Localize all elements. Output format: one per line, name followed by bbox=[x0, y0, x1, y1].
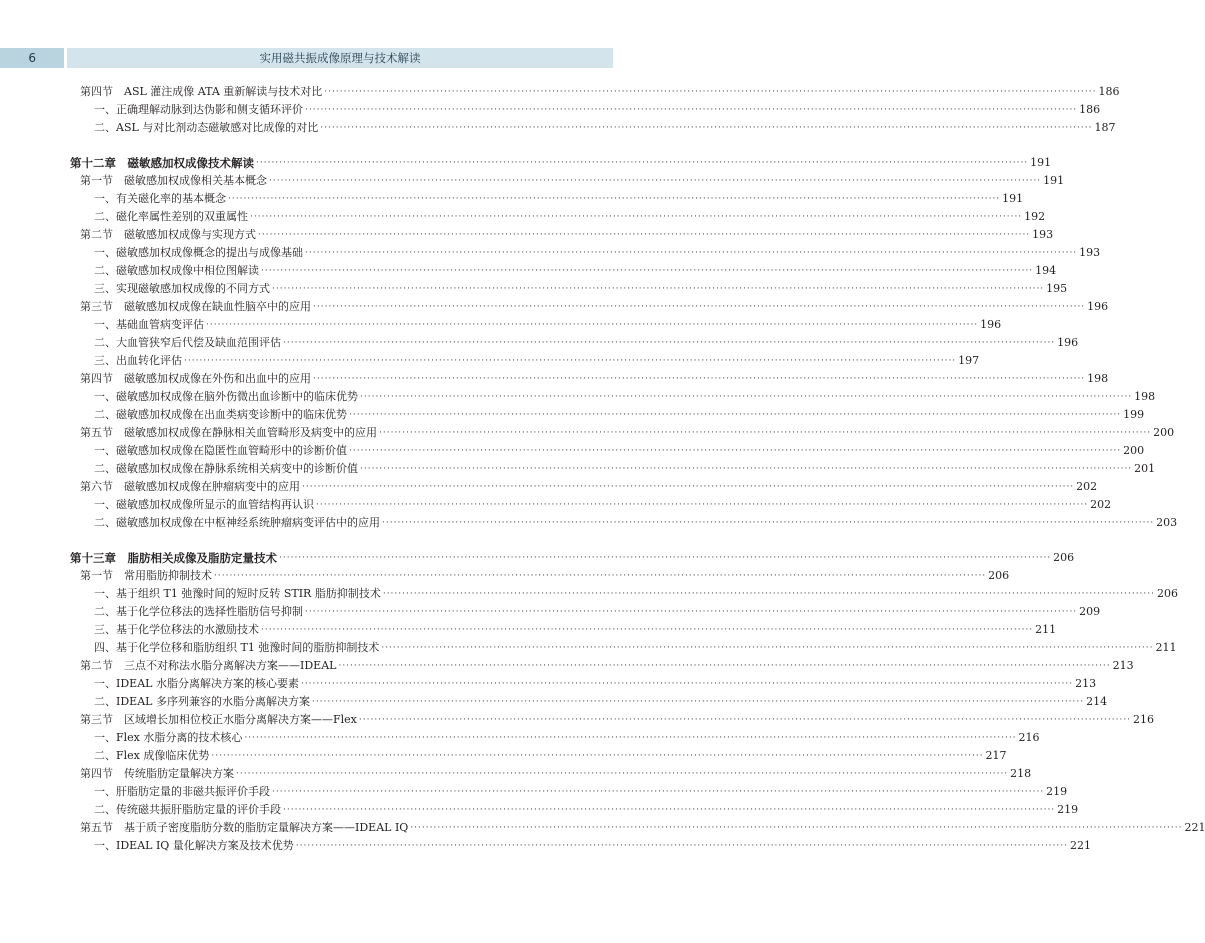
toc-entry-line bbox=[80, 819, 1205, 837]
toc-page-number: 192 bbox=[1024, 210, 1046, 223]
dot-leader: ········································································································································································································ bbox=[313, 302, 1086, 312]
toc-entry-line bbox=[80, 711, 1155, 729]
dot-leader: ········································································································································································································ bbox=[302, 482, 1075, 492]
toc-section[interactable] bbox=[0, 424, 1175, 442]
toc-entry-title: 一、IDEAL IQ 量化解决方案及技术优势 bbox=[94, 839, 294, 852]
toc-subsection[interactable] bbox=[0, 190, 1024, 208]
toc-page-number: 196 bbox=[980, 318, 1002, 331]
toc-entry-title: 四、基于化学位移和脂肪组织 T1 弛豫时间的脂肪抑制技术 bbox=[94, 641, 380, 654]
toc-entry-title: 第四节 ASL 灌注成像 ATA 重新解读与技术对比 bbox=[80, 85, 323, 98]
toc-entry-title: 二、Flex 成像临床优势 bbox=[94, 749, 210, 762]
toc-entry-title: 二、磁敏感加权成像在中枢神经系统肿瘤病变评估中的应用 bbox=[94, 516, 380, 529]
toc-entry-title: 一、磁敏感加权成像所显示的血管结构再认识 bbox=[94, 498, 314, 511]
toc-subsection[interactable] bbox=[0, 496, 1112, 514]
toc-entry-line bbox=[94, 585, 1178, 603]
toc-subsection[interactable] bbox=[0, 406, 1145, 424]
dot-leader: ········································································································································································································ bbox=[295, 841, 1068, 851]
toc-entry-line bbox=[94, 190, 1024, 208]
toc-entry-title: 二、磁敏感加权成像在出血类病变诊断中的临床优势 bbox=[94, 408, 347, 421]
toc-section[interactable] bbox=[0, 298, 1109, 316]
toc-entry-title: 一、有关磁化率的基本概念 bbox=[94, 192, 226, 205]
toc-entry-title: 一、磁敏感加权成像在隐匿性血管畸形中的诊断价值 bbox=[94, 444, 347, 457]
toc-page-number: 214 bbox=[1086, 695, 1108, 708]
toc-entry-line bbox=[94, 334, 1079, 352]
toc-subsection[interactable] bbox=[0, 603, 1101, 621]
toc-page-number: 186 bbox=[1098, 85, 1120, 98]
toc-entry-line bbox=[80, 478, 1098, 496]
toc-entry-title: 一、Flex 水脂分离的技术核心 bbox=[94, 731, 243, 744]
dot-leader: ········································································································································································································ bbox=[272, 284, 1045, 294]
dot-leader: ········································································································································································································ bbox=[261, 625, 1034, 635]
page-number: 6 bbox=[0, 48, 64, 68]
dot-leader: ········································································································································································································ bbox=[228, 194, 1001, 204]
dot-leader: ········································································································································································································ bbox=[381, 643, 1154, 653]
toc-page-number: 221 bbox=[1184, 821, 1205, 834]
toc-page-number: 206 bbox=[1157, 587, 1178, 600]
toc-page-number: 186 bbox=[1079, 103, 1101, 116]
toc-subsection[interactable] bbox=[0, 119, 1116, 137]
toc-chapter[interactable] bbox=[0, 549, 1075, 567]
toc-entry-title: 第二节 磁敏感加权成像与实现方式 bbox=[80, 228, 256, 241]
dot-leader: ········································································································································································································ bbox=[360, 392, 1133, 402]
toc-chapter[interactable] bbox=[0, 154, 1052, 172]
toc-entry-line bbox=[94, 675, 1097, 693]
toc-section[interactable] bbox=[0, 226, 1054, 244]
toc-subsection[interactable] bbox=[0, 460, 1156, 478]
toc-page-number: 203 bbox=[1156, 516, 1178, 529]
toc-page-number: 211 bbox=[1155, 641, 1177, 654]
toc-subsection[interactable] bbox=[0, 262, 1057, 280]
toc-subsection[interactable] bbox=[0, 514, 1178, 532]
running-header bbox=[0, 48, 700, 68]
toc-entry-line bbox=[80, 424, 1175, 442]
dot-leader: ········································································································································································································ bbox=[316, 500, 1089, 510]
toc-entry-line bbox=[94, 280, 1068, 298]
toc-entry-title: 二、基于化学位移法的选择性脂肪信号抑制 bbox=[94, 605, 303, 618]
dot-leader: ········································································································································································································ bbox=[338, 661, 1111, 671]
dot-leader: ········································································································································································································ bbox=[184, 356, 957, 366]
toc-page-number: 198 bbox=[1087, 372, 1109, 385]
toc-subsection[interactable] bbox=[0, 388, 1156, 406]
toc-entry-title: 二、磁敏感加权成像中相位图解读 bbox=[94, 264, 259, 277]
toc-page-number: 206 bbox=[988, 569, 1010, 582]
dot-leader: ········································································································································································································ bbox=[382, 518, 1155, 528]
toc-entry-line bbox=[80, 226, 1054, 244]
dot-leader: ········································································································································································································ bbox=[358, 715, 1132, 725]
toc-entry-title: 一、肝脂肪定量的非磁共振评价手段 bbox=[94, 785, 270, 798]
toc-entry-title: 一、基于组织 T1 弛豫时间的短时反转 STIR 脂肪抑制技术 bbox=[94, 587, 381, 600]
toc-entry-line bbox=[94, 101, 1101, 119]
toc-entry-line bbox=[80, 765, 1032, 783]
toc-entry-line bbox=[94, 837, 1091, 855]
toc-entry-title: 第五节 磁敏感加权成像在静脉相关血管畸形及病变中的应用 bbox=[80, 426, 377, 439]
toc-entry-line bbox=[94, 603, 1101, 621]
toc-page-number: 219 bbox=[1057, 803, 1079, 816]
toc-page-number: 218 bbox=[1010, 767, 1032, 780]
toc-subsection[interactable] bbox=[0, 693, 1108, 711]
toc-subsection[interactable] bbox=[0, 837, 1091, 855]
toc-page-number: 187 bbox=[1094, 121, 1116, 134]
toc-page-number: 217 bbox=[985, 749, 1007, 762]
toc-entry-title: 第一节 磁敏感加权成像相关基本概念 bbox=[80, 174, 267, 187]
toc-entry-line bbox=[94, 388, 1156, 406]
toc-page-number: 216 bbox=[1018, 731, 1040, 744]
toc-entry-line bbox=[80, 567, 1010, 585]
toc-page-number: 201 bbox=[1134, 462, 1156, 475]
toc-section[interactable] bbox=[0, 711, 1155, 729]
toc-entry-line bbox=[70, 549, 1075, 567]
toc-entry-line bbox=[94, 316, 1002, 334]
toc-entry-line bbox=[94, 352, 980, 370]
toc-page-number: 193 bbox=[1032, 228, 1054, 241]
dot-leader: ········································································································································································································ bbox=[283, 805, 1056, 815]
toc-entry-line bbox=[94, 783, 1068, 801]
toc-subsection[interactable] bbox=[0, 334, 1079, 352]
toc-subsection[interactable] bbox=[0, 442, 1145, 460]
toc-section[interactable] bbox=[0, 567, 1010, 585]
toc-entry-title: 第四节 磁敏感加权成像在外伤和出血中的应用 bbox=[80, 372, 311, 385]
dot-leader: ········································································································································································································ bbox=[272, 787, 1045, 797]
toc-page-number: 221 bbox=[1069, 839, 1091, 852]
toc-entry-title: 三、实现磁敏感加权成像的不同方式 bbox=[94, 282, 270, 295]
toc-subsection[interactable] bbox=[0, 621, 1057, 639]
toc-page-number: 213 bbox=[1112, 659, 1134, 672]
toc-entry-title: 第五节 基于质子密度脂肪分数的脂肪定量解决方案——IDEAL IQ bbox=[80, 821, 409, 834]
toc-section[interactable] bbox=[0, 172, 1065, 190]
toc-entry-title: 一、基础血管病变评估 bbox=[94, 318, 204, 331]
toc-page-number: 194 bbox=[1035, 264, 1057, 277]
toc-entry-line bbox=[80, 172, 1065, 190]
toc-subsection[interactable] bbox=[0, 801, 1079, 819]
toc-entry-title: 第四节 传统脂肪定量解决方案 bbox=[80, 767, 234, 780]
toc-page-number: 213 bbox=[1075, 677, 1097, 690]
toc-entry-title: 第二节 三点不对称法水脂分离解决方案——IDEAL bbox=[80, 659, 337, 672]
toc-entry-line bbox=[80, 83, 1120, 101]
dot-leader: ········································································································································································································ bbox=[324, 87, 1097, 97]
toc-entry-title: 三、基于化学位移法的水激励技术 bbox=[94, 623, 259, 636]
dot-leader: ········································································································································································································ bbox=[269, 176, 1042, 186]
toc-entry-title: 第十二章 磁敏感加权成像技术解读 bbox=[70, 156, 254, 170]
toc-page-number: 200 bbox=[1153, 426, 1175, 439]
toc-entry-line bbox=[94, 693, 1108, 711]
toc-page-number: 191 bbox=[1043, 174, 1065, 187]
toc-page-number: 197 bbox=[958, 354, 980, 367]
toc-section[interactable] bbox=[0, 765, 1032, 783]
dot-leader: ········································································································································································································ bbox=[283, 338, 1056, 348]
toc-entry-line bbox=[94, 496, 1112, 514]
dot-leader: ········································································································································································································ bbox=[256, 158, 1029, 168]
toc-page-number: 200 bbox=[1123, 444, 1145, 457]
toc-page-number: 216 bbox=[1133, 713, 1155, 726]
toc-entry-line bbox=[80, 370, 1109, 388]
toc-section[interactable] bbox=[0, 370, 1109, 388]
toc-entry-title: 二、IDEAL 多序列兼容的水脂分离解决方案 bbox=[94, 695, 310, 708]
toc-page-number: 196 bbox=[1057, 336, 1079, 349]
dot-leader: ········································································································································································································ bbox=[311, 697, 1085, 707]
toc-entry-title: 第三节 磁敏感加权成像在缺血性脑卒中的应用 bbox=[80, 300, 311, 313]
toc-subsection[interactable] bbox=[0, 244, 1101, 262]
toc-entry-line bbox=[70, 154, 1052, 172]
toc-entry-line bbox=[94, 801, 1079, 819]
dot-leader: ········································································································································································································ bbox=[313, 374, 1086, 384]
dot-leader: ········································································································································································································ bbox=[360, 464, 1133, 474]
dot-leader: ········································································································································································································ bbox=[349, 410, 1122, 420]
toc-entry-title: 二、磁化率属性差别的双重属性 bbox=[94, 210, 248, 223]
dot-leader: ········································································································································································································ bbox=[305, 607, 1078, 617]
toc-page-number: 198 bbox=[1134, 390, 1156, 403]
toc-subsection[interactable] bbox=[0, 280, 1068, 298]
toc-entry-line bbox=[94, 119, 1116, 137]
toc-entry-title: 一、磁敏感加权成像在脑外伤微出血诊断中的临床优势 bbox=[94, 390, 358, 403]
toc-entry-line bbox=[80, 298, 1109, 316]
toc-entry-title: 一、IDEAL 水脂分离解决方案的核心要素 bbox=[94, 677, 299, 690]
toc-subsection[interactable] bbox=[0, 675, 1097, 693]
toc-entry-line bbox=[94, 621, 1057, 639]
toc-entry-line bbox=[94, 262, 1057, 280]
book-title: 实用磁共振成像原理与技术解读 bbox=[67, 48, 613, 68]
toc-section[interactable] bbox=[0, 83, 1120, 101]
dot-leader: ········································································································································································································ bbox=[261, 266, 1034, 276]
toc-page-number: 191 bbox=[1030, 156, 1052, 169]
dot-leader: ········································································································································································································ bbox=[305, 248, 1078, 258]
toc-entry-title: 二、ASL 与对比剂动态磁敏感对比成像的对比 bbox=[94, 121, 319, 134]
toc-entry-title: 二、大血管狭窄后代偿及缺血范围评估 bbox=[94, 336, 281, 349]
toc-entry-title: 二、磁敏感加权成像在静脉系统相关病变中的诊断价值 bbox=[94, 462, 358, 475]
dot-leader: ········································································································································································································ bbox=[300, 679, 1074, 689]
toc-entry-line bbox=[94, 514, 1178, 532]
dot-leader: ········································································································································································································ bbox=[349, 446, 1122, 456]
toc-page-number: 199 bbox=[1123, 408, 1145, 421]
toc-section[interactable] bbox=[0, 478, 1098, 496]
dot-leader: ········································································································································································································ bbox=[236, 769, 1009, 779]
dot-leader: ········································································································································································································ bbox=[250, 212, 1023, 222]
toc-entry-line bbox=[94, 244, 1101, 262]
dot-leader: ········································································································································································································ bbox=[379, 428, 1152, 438]
toc-subsection[interactable] bbox=[0, 747, 1007, 765]
toc-entry-line bbox=[94, 208, 1046, 226]
toc-entry-line bbox=[94, 406, 1145, 424]
toc-subsection[interactable] bbox=[0, 729, 1040, 747]
toc-entry-line bbox=[94, 729, 1040, 747]
toc-page-number: 202 bbox=[1090, 498, 1112, 511]
toc-page-number: 191 bbox=[1002, 192, 1024, 205]
toc-entry-line bbox=[94, 460, 1156, 478]
toc-entry-line bbox=[94, 639, 1177, 657]
toc-entry-line bbox=[94, 747, 1007, 765]
toc-entry-title: 二、传统磁共振肝脂肪定量的评价手段 bbox=[94, 803, 281, 816]
dot-leader: ········································································································································································································ bbox=[206, 320, 979, 330]
toc-subsection[interactable] bbox=[0, 783, 1068, 801]
dot-leader: ········································································································································································································ bbox=[244, 733, 1017, 743]
toc-entry-title: 第六节 磁敏感加权成像在肿瘤病变中的应用 bbox=[80, 480, 300, 493]
toc-entry-line bbox=[80, 657, 1134, 675]
toc-page-number: 219 bbox=[1046, 785, 1068, 798]
toc-page-number: 193 bbox=[1079, 246, 1101, 259]
table-of-contents bbox=[0, 83, 1205, 855]
toc-subsection[interactable] bbox=[0, 639, 1177, 657]
dot-leader: ········································································································································································································ bbox=[258, 230, 1031, 240]
toc-subsection[interactable] bbox=[0, 316, 1002, 334]
toc-page-number: 195 bbox=[1046, 282, 1068, 295]
toc-page-number: 211 bbox=[1035, 623, 1057, 636]
toc-subsection[interactable] bbox=[0, 352, 980, 370]
toc-section[interactable] bbox=[0, 657, 1134, 675]
dot-leader: ········································································································································································································ bbox=[382, 589, 1155, 599]
dot-leader: ········································································································································································································ bbox=[305, 105, 1078, 115]
toc-entry-title: 一、正确理解动脉到达伪影和侧支循环评价 bbox=[94, 103, 303, 116]
dot-leader: ········································································································································································································ bbox=[279, 553, 1052, 563]
toc-page-number: 202 bbox=[1076, 480, 1098, 493]
toc-entry-title: 第一节 常用脂肪抑制技术 bbox=[80, 569, 212, 582]
toc-section[interactable] bbox=[0, 819, 1205, 837]
toc-page-number: 206 bbox=[1053, 551, 1075, 564]
toc-page-number: 209 bbox=[1079, 605, 1101, 618]
toc-entry-title: 一、磁敏感加权成像概念的提出与成像基础 bbox=[94, 246, 303, 259]
toc-subsection[interactable] bbox=[0, 101, 1101, 119]
toc-page-number: 196 bbox=[1087, 300, 1109, 313]
toc-entry-line bbox=[94, 442, 1145, 460]
toc-entry-title: 第三节 区域增长加相位校正水脂分离解决方案——Flex bbox=[80, 713, 357, 726]
toc-subsection[interactable] bbox=[0, 208, 1046, 226]
toc-entry-title: 第十三章 脂肪相关成像及脂肪定量技术 bbox=[70, 551, 277, 565]
dot-leader: ········································································································································································································ bbox=[214, 571, 987, 581]
toc-subsection[interactable] bbox=[0, 585, 1178, 603]
toc-entry-title: 三、出血转化评估 bbox=[94, 354, 182, 367]
dot-leader: ········································································································································································································ bbox=[211, 751, 984, 761]
dot-leader: ········································································································································································································ bbox=[410, 823, 1183, 833]
dot-leader: ········································································································································································································ bbox=[320, 123, 1093, 133]
